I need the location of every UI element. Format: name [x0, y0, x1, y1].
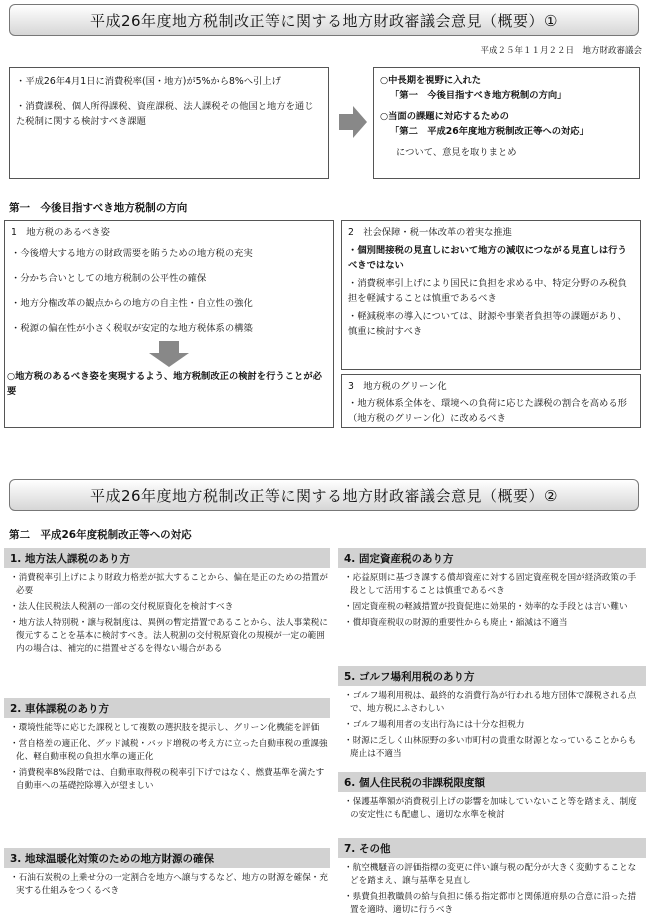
- right-head-7: 7. その他: [338, 838, 646, 858]
- right-7-item-1: ・ 航空機騒音の評価指標の変更に伴い譲与税の配分が大きく変動することなどを踏まえ、譲与基準を見直し: [342, 862, 644, 888]
- date-line: 平成２５年１１月２２日 地方財政審議会: [480, 46, 642, 56]
- box-1: [4, 220, 334, 428]
- box1-head: 1 地方税のあるべき姿: [11, 227, 110, 238]
- left-section-1: [4, 568, 330, 694]
- arrow-right-icon: [339, 106, 367, 138]
- box-2: [341, 220, 641, 370]
- box1-item-4: ・ 税源の偏在性が小さく税収が安定的な地方税体系の構築: [11, 321, 327, 336]
- box1-item-2: ・ 分かち合いとしての地方税制の公平性の確保: [11, 271, 327, 286]
- right-4-item-3: ・ 償却資産税収の財源的重要性からも廃止・縮減は不適当: [342, 617, 644, 630]
- right-7-item-2: ・ 県費負担教職員の給与負担に係る指定都市と関係道府県の合意に沿った措置を適時、適切に行うべき: [342, 891, 644, 917]
- box3-head: 3 地方税のグリーン化: [348, 381, 447, 392]
- left-2-item-1: ・ 環境性能等に応じた課税として複数の選択肢を提示し、グリーン化機能を評価: [8, 722, 328, 735]
- left-section-3: [4, 868, 330, 905]
- right-5-item-1: ・ ゴルフ場利用税は、最終的な消費行為が行われる地方団体で課税される点で、地方税にふさわしい: [342, 690, 644, 716]
- intro-left-item-1: ・ 平成26年4月1日に消費税率(国・地方)が5%から8%へ引上げ: [16, 74, 322, 89]
- left-head-3: 3. 地球温暖化対策のための地方財源の確保: [4, 848, 330, 868]
- intro-right-item-2: ○当面の課題に対応するための: [380, 111, 509, 122]
- box1-item-1: ・ 今後増大する地方の財政需要を賄うための地方税の充実: [11, 246, 327, 261]
- arrow-down-icon: [149, 341, 189, 367]
- box2-item-3: ・ 軽減税率の導入については、財源や事業者負担等の課題があり、慎重に検討すべき: [348, 309, 634, 339]
- left-head-1: 1. 地方法人課税のあり方: [4, 548, 330, 568]
- intro-right-item-3: について、意見を取りまとめ: [396, 147, 517, 158]
- right-head-4: 4. 固定資産税のあり方: [338, 548, 646, 568]
- box2-head: 2 社会保障・税一体改革の着実な推進: [348, 227, 512, 238]
- page1-title-text: 平成26年度地方税制改正等に関する地方財政審議会意見（概要）①: [89, 11, 559, 30]
- box2-item-1: ・ 個別間接税の見直しにおいて地方の減収につながる見直しは行うべきではない: [348, 243, 634, 273]
- right-5-item-2: ・ ゴルフ場利用者の支出行為には十分な担税力: [342, 719, 644, 732]
- intro-right-item-1-sub: 「第一 今後目指すべき地方税制の方向」: [390, 90, 567, 101]
- intro-left-box: [9, 67, 329, 179]
- section1-title: 第一 今後目指すべき地方税制の方向: [9, 202, 188, 214]
- box1-item-3: ・ 地方分権改革の観点からの地方の自主性・自立性の強化: [11, 296, 327, 311]
- right-head-6: 6. 個人住民税の非課税限度額: [338, 772, 646, 792]
- section2-title: 第二 平成26年度税制改正等への対応: [9, 529, 192, 541]
- intro-left-item-2: ・ 消費課税、個人所得課税、資産課税、法人課税その他国と地方を通じた税制に関する検討すべき課題: [16, 99, 322, 129]
- page1-title: [9, 4, 639, 36]
- box1-conclusion: ○地方税のあるべき姿を実現するよう、地方税制改正の検討を行うことが必要: [7, 371, 322, 397]
- box-3: [341, 374, 641, 428]
- left-3-item-1: ・ 石油石炭税の上乗せ分の一定割合を地方へ譲与するなど、地方の財源を確保・充実する仕組みをつくるべき: [8, 872, 328, 898]
- intro-right-box: [373, 67, 640, 179]
- box3-item-1: ・ 地方税体系全体を、環境への負荷に応じた課税の割合を高める形（地方税のグリーン化）に改めるべき: [348, 396, 634, 426]
- intro-right-item-1: ○中長期を視野に入れた: [380, 75, 482, 86]
- right-4-item-1: ・ 応益原則に基づき課する償却資産に対する固定資産税を国が経済政策の手段として活用することは慎重であるべき: [342, 572, 644, 598]
- page2-title: [9, 479, 639, 511]
- left-head-2: 2. 車体課税のあり方: [4, 698, 330, 718]
- box2-item-2: ・ 消費税率引上げにより国民に負担を求める中、特定分野のみ税負担を軽減することは慎重であるべき: [348, 276, 634, 306]
- right-head-5: 5. ゴルフ場利用税のあり方: [338, 666, 646, 686]
- page2-title-text: 平成26年度地方税制改正等に関する地方財政審議会意見（概要）②: [89, 486, 559, 505]
- left-section-2: [4, 718, 330, 844]
- left-2-item-2: ・ 営自格差の適正化、グッド減税・バッド増税の考え方に立った自動車税の重課強化、軽自動車税の負担水準の適正化: [8, 738, 328, 764]
- right-column: [338, 548, 646, 922]
- left-2-item-3: ・ 消費税率8%段階では、自動車取得税の税率引下げではなく、燃費基準を満たす自動車への基礎控除導入が望ましい: [8, 767, 328, 793]
- right-section-6: [338, 792, 646, 834]
- right-4-item-2: ・ 固定資産税の軽減措置が投資促進に効果的・効率的な手段とは言い難い: [342, 601, 644, 614]
- left-1-item-1: ・ 消費税率引上げにより財政力格差が拡大することから、偏在是正のための措置が必要: [8, 572, 328, 598]
- right-6-item-1: ・ 保護基準額が消費税引上げの影響を加味していないこと等を踏まえ、制度の安定性にも配慮し、適切な水準を検討: [342, 796, 644, 822]
- right-5-item-3: ・ 財源に乏しく山林原野の多い市町村の貴重な財源となっていることからも廃止は不適当: [342, 735, 644, 761]
- right-section-7: [338, 858, 646, 922]
- right-section-4: [338, 568, 646, 662]
- left-1-item-3: ・ 地方法人特別税・譲与税制度は、異例の暫定措置であることから、法人事業税に復元することを基本に検討すべき。法人税割の交付税原資化の規模が一定の範囲内の場合は、補完的に措置せざるを得ない場合がある: [8, 617, 328, 656]
- left-1-item-2: ・ 法人住民税法人税割の一部の交付税原資化を検討すべき: [8, 601, 328, 614]
- right-section-5: [338, 686, 646, 768]
- left-column: [4, 548, 330, 905]
- intro-right-item-2-sub: 「第二 平成26年度地方税制改正等への対応」: [390, 126, 589, 137]
